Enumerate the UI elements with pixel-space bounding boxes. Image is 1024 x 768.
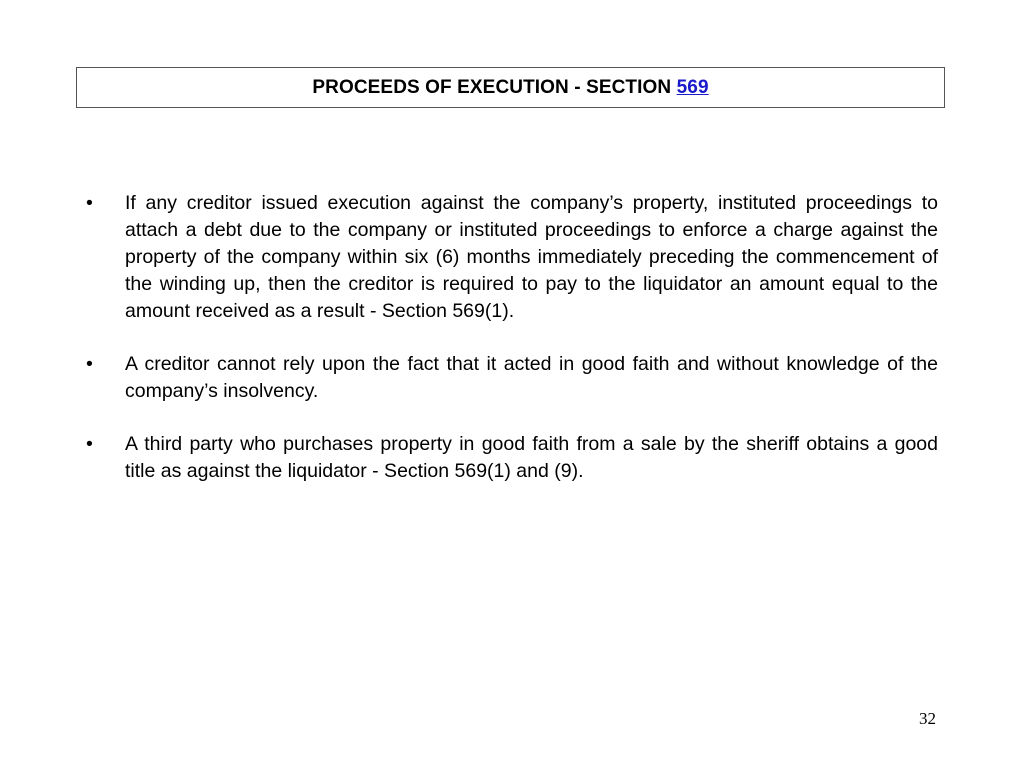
list-item [86, 431, 938, 485]
bullet-text: A creditor cannot rely upon the fact that it acted in good faith and without knowledge of the company’s insolvency. [125, 353, 938, 402]
bullet-list [86, 190, 938, 511]
list-item [86, 190, 938, 325]
page-number: 32 [919, 709, 936, 728]
section-link[interactable]: 569 [676, 76, 709, 98]
bullet-icon: • [86, 433, 93, 455]
bullet-text: A third party who purchases property in good faith from a sale by the sheriff obtains a good title as against the liquidator - Section 569(1) and (9). [125, 433, 938, 482]
list-item [86, 351, 938, 405]
bullet-text: If any creditor issued execution against the company’s property, instituted proceedings to attach a debt due to the company or instituted proceedings to enforce a charge against the property of the company within six (6) months immediately preceding the commencement of the winding up, then the creditor is required to pay to the liquidator an amount equal to the amount received as a result - Section 569(1). [125, 192, 938, 322]
bullet-icon: • [86, 192, 93, 214]
slide-title-box [76, 67, 945, 108]
slide-title [312, 77, 708, 99]
bullet-icon: • [86, 353, 93, 375]
slide-title-text: PROCEEDS OF EXECUTION - SECTION [312, 76, 677, 98]
